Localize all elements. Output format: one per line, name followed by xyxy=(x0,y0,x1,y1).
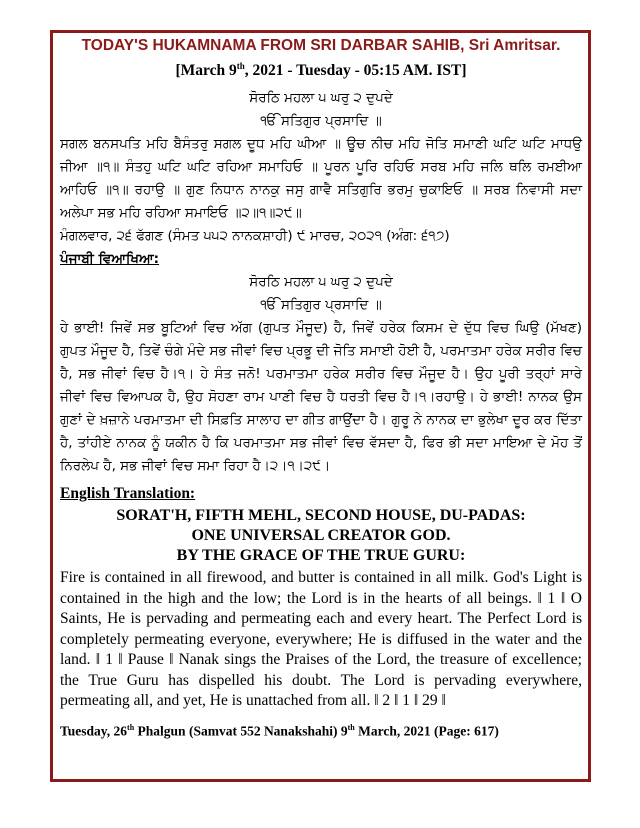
gurbani-heading: ਸੋਰਠਿ ਮਹਲਾ ੫ ਘਰੁ ੨ ਦੁਪਦੇ xyxy=(249,90,393,107)
hukamnama-content xyxy=(60,36,582,741)
english-title-line-3: BY THE GRACE OF THE TRUE GURU: xyxy=(176,547,466,565)
footer-date-line: Tuesday, 26th Phalgun (Samvat 552 Nanakshahi) 9th March, 2021 (Page: 617) xyxy=(60,722,499,739)
vyakhya-text: ਹੇ ਭਾਈ! ਜਿਵੇਂ ਸਭ ਬੂਟਿਆਂ ਵਿਚ ਅੱਗ (ਗੁਪਤ ਮੌਜੂਦ) ਹੈ, ਜਿਵੇਂ ਹਰੇਕ ਕਿਸਮ ਦੇ ਦੁੱਧ ਵਿਚ ਘਿਉ (ਮੱਖਣ) ਗੁਪਤ ਮੌਜੂਦ ਹੈ, ਤਿਵੇਂ ਚੰਗੇ ਮੰਦੇ ਸਭ ਜੀਵਾਂ ਵਿਚ ਪ੍ਰਭੂ ਦੀ ਜੋਤਿ ਸਮਾਈ ਹੋਈ ਹੈ, ਪਰਮਾਤਮਾ ਹਰੇਕ ਸਰੀਰ ਵਿਚ ਹੈ, ਸਭ ਜੀਵਾਂ ਵਿਚ ਹੈ।੧। ਹੇ ਸੰਤ ਜਨੋ! ਪਰਮਾਤਮਾ ਹਰੇਕ ਸਰੀਰ ਵਿਚ ਮੌਜੂਦ ਹੈ। ਉਹ ਪੂਰੀ ਤਰ੍ਹਾਂ ਸਾਰੇ ਜੀਵਾਂ ਵਿਚ ਵਿਆਪਕ ਹੈ, ਉਹ ਸੋਹਣਾ ਰਾਮ ਪਾਣੀ ਵਿਚ ਹੈ ਧਰਤੀ ਵਿਚ ਹੈ।੧।ਰਹਾਉ। ਹੇ ਭਾਈ! ਨਾਨਕ ਉਸ ਗੁਣਾਂ ਦੇ ਖ਼ਜ਼ਾਨੇ ਪਰਮਾਤਮਾ ਦੀ ਸਿਫ਼ਤਿ ਸਾਲਾਹ ਦਾ ਗੀਤ ਗਾਉਂਦਾ ਹੈ। ਗੁਰੂ ਨੇ ਨਾਨਕ ਦਾ ਭੁਲੇਖਾ ਦੂਰ ਕਰ ਦਿੱਤਾ ਹੈ, ਤਾਂਹੀਏ ਨਾਨਕ ਨੂੰ ਯਕੀਨ ਹੈ ਕਿ ਪਰਮਾਤਮਾ ਸਭ ਜੀਵਾਂ ਵਿਚ ਵੱਸਦਾ ਹੈ, ਫਿਰ ਭੀ ਸਦਾ ਮਾਇਆ ਦੇ ਮੋਹ ਤੋਂ ਨਿਰਲੇਪ ਹੈ, ਸਭ ਜੀਵਾਂ ਵਿਚ ਸਮਾ ਰਿਹਾ ਹੈ।੨।੧।੨੯। xyxy=(60,320,582,475)
date-header: [March 9th, 2021 - Tuesday - 05:15 AM. IST] xyxy=(175,61,467,80)
vyakhya-heading: ਪੰਜਾਬੀ ਵਿਆਖਿਆ: xyxy=(60,251,160,268)
english-title-line-2: ONE UNIVERSAL CREATOR GOD. xyxy=(191,527,451,545)
gurbani-shabad: ਸਗਲ ਬਨਸਪਤਿ ਮਹਿ ਬੈਸੰਤਰੁ ਸਗਲ ਦੂਧ ਮਹਿ ਘੀਆ ॥ ਊਚ ਨੀਚ ਮਹਿ ਜੋਤਿ ਸਮਾਣੀ ਘਟਿ ਘਟਿ ਮਾਧਉ ਜੀਆ ॥੧॥ ਸੰਤਹੁ ਘਟਿ ਘਟਿ ਰਹਿਆ ਸਮਾਹਿਓ ॥ ਪੂਰਨ ਪੂਰਿ ਰਹਿਓ ਸਰਬ ਮਹਿ ਜਲਿ ਥਲਿ ਰਮਈਆ ਆਹਿਓ ॥੧॥ ਰਹਾਉ ॥ ਗੁਣ ਨਿਧਾਨ ਨਾਨਕੁ ਜਸੁ ਗਾਵੈ ਸਤਿਗੁਰਿ ਭਰਮੁ ਚੁਕਾਇਓ ॥ ਸਰਬ ਨਿਵਾਸੀ ਸਦਾ ਅਲੇਪਾ ਸਭ ਮਹਿ ਰਹਿਆ ਸਮਾਇਓ ॥੨॥੧॥੨੯॥ xyxy=(60,136,582,222)
english-heading: English Translation: xyxy=(60,485,196,503)
gurbani-date-line: ਮੰਗਲਵਾਰ, ੨੬ ਫੱਗਣ (ਸੰਮਤ ੫੫੨ ਨਾਨਕਸ਼ਾਹੀ) ੯ ਮਾਰਚ, ੨੦੨੧ (ਅੰਗ: ੬੧੭) xyxy=(60,228,450,245)
english-translation-section xyxy=(60,484,582,712)
vyakhya-shabad-heading: ਸੋਰਠਿ ਮਹਲਾ ੫ ਘਰੁ ੨ ਦੁਪਦੇ xyxy=(249,274,393,291)
punjabi-vyakhya-section xyxy=(60,248,582,478)
english-title-line-1: SORAT'H, FIFTH MEHL, SECOND HOUSE, DU-PADAS: xyxy=(116,507,526,525)
gurbani-section xyxy=(60,87,582,248)
vyakhya-mool-mantar: ੴ ਸਤਿਗੁਰ ਪ੍ਰਸਾਦਿ ॥ xyxy=(260,297,382,314)
page-title: TODAY'S HUKAMNAMA FROM SRI DARBAR SAHIB, Sri Amritsar. xyxy=(81,37,561,54)
gurbani-mool-mantar: ੴ ਸਤਿਗੁਰ ਪ੍ਰਸਾਦਿ ॥ xyxy=(260,113,382,130)
english-translation-text: Fire is contained in all firewood, and butter is contained in all milk. God's Light is contained in the high and the low; the Lord is in the hearts of all beings. ‖ 1 ‖ O Saints, He is pervading and permeating each and every heart. The Perfect Lord is completely permeating everyone, everywhere; He is diffused in the water and the land. ‖ 1 ‖ Pause ‖ Nanak sings the Praises of the Lord, the treasure of excellence; the True Guru has dispelled his doubt. The Lord is pervading everywhere, permeating all, and yet, He is unattached from all. ‖ 2 ‖ 1 ‖ 29 ‖ xyxy=(60,569,582,710)
